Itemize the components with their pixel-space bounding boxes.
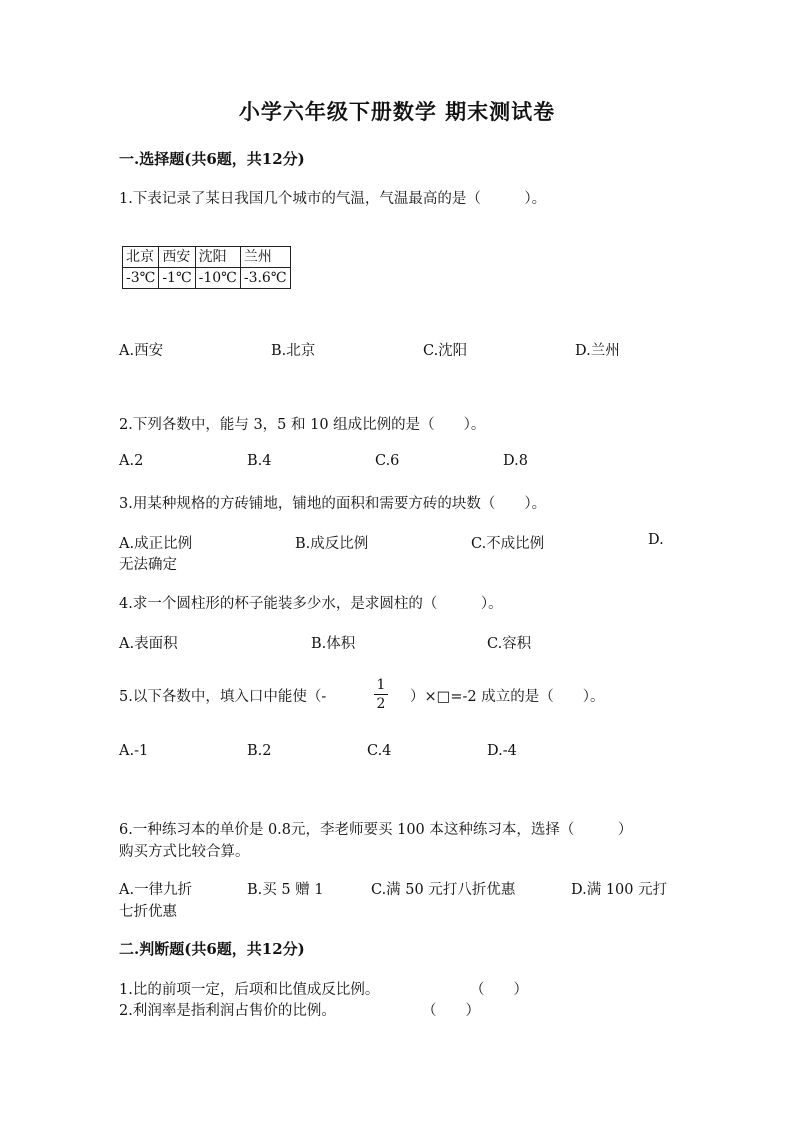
question-1-option-d[interactable]: D.兰州 — [575, 343, 620, 359]
question-5-option-a[interactable]: A.-1 — [119, 743, 149, 759]
question-4-option-b[interactable]: B.体积 — [311, 636, 356, 652]
table-cell: 兰州 — [240, 247, 290, 268]
question-6-stem-line2: 购买方式比较合算。 — [119, 844, 250, 860]
question-6-option-b[interactable]: B.买 5 赠 1 — [247, 882, 324, 898]
fraction-numerator: 1 — [376, 677, 386, 693]
table-cell: 北京 — [123, 247, 159, 268]
question-2-option-b[interactable]: B.4 — [247, 453, 272, 469]
table-cell: -1℃ — [159, 268, 195, 289]
question-4-stem: 4.求一个圆柱形的杯子能装多少水，是求圆柱的（ ）。 — [119, 596, 503, 612]
table-row-cities — [123, 247, 291, 268]
question-3-stem: 3.用某种规格的方砖铺地，铺地的面积和需要方砖的块数（ ）。 — [119, 496, 547, 512]
question-6-option-a[interactable]: A.一律九折 — [119, 882, 193, 898]
judge-1-text: 1.比的前项一定，后项和比值成反比例。 — [119, 982, 380, 998]
question-5-option-b[interactable]: B.2 — [247, 743, 272, 759]
question-6-option-d-continued: 七折优惠 — [119, 904, 177, 920]
question-1-stem: 1.下表记录了某日我国几个城市的气温，气温最高的是（ ）。 — [119, 191, 547, 207]
fraction-denominator: 2 — [376, 696, 386, 712]
table-cell: -3℃ — [123, 268, 159, 289]
page-title: 小学六年级下册数学 期末测试卷 — [238, 99, 556, 124]
temperature-table — [122, 246, 291, 289]
table-cell: -3.6℃ — [240, 268, 290, 289]
question-5-option-d[interactable]: D.-4 — [487, 743, 517, 759]
table-cell: -10℃ — [195, 268, 240, 289]
question-4-option-a[interactable]: A.表面积 — [119, 636, 178, 652]
question-2-option-a[interactable]: A.2 — [119, 453, 144, 469]
table-cell: 西安 — [159, 247, 195, 268]
question-6-option-d[interactable]: D.满 100 元打 — [571, 882, 668, 898]
question-5-option-c[interactable]: C.4 — [367, 743, 392, 759]
question-6-option-c[interactable]: C.满 50 元打八折优惠 — [371, 882, 516, 898]
question-1-option-c[interactable]: C.沈阳 — [423, 343, 468, 359]
question-3-option-b[interactable]: B.成反比例 — [295, 536, 369, 552]
question-1-option-a[interactable]: A.西安 — [119, 343, 164, 359]
fraction-bar — [374, 694, 388, 695]
question-6-stem-line1: 6.一种练习本的单价是 0.8元，李老师要买 100 本这种练习本，选择（ ） — [119, 822, 633, 838]
question-3-option-a[interactable]: A.成正比例 — [119, 536, 193, 552]
judge-2-text: 2.利润率是指利润占售价的比例。 — [119, 1003, 336, 1019]
question-3-option-d-continued: 无法确定 — [119, 557, 177, 573]
question-3-option-c[interactable]: C.不成比例 — [471, 536, 545, 552]
question-5-stem-start: 5.以下各数中，填入口中能使（- — [119, 689, 327, 705]
judge-1-blank[interactable]: （ ） — [470, 982, 528, 998]
question-4-option-c[interactable]: C.容积 — [487, 636, 532, 652]
judge-2-blank[interactable]: （ ） — [422, 1003, 480, 1019]
section-heading-choice: 一.选择题(共6题，共12分) — [119, 150, 305, 168]
section-heading-judge: 二.判断题(共6题，共12分) — [119, 940, 305, 958]
question-2-stem: 2.下列各数中，能与 3，5 和 10 组成比例的是（ ）。 — [119, 417, 486, 433]
question-3-option-d[interactable]: D. — [648, 532, 664, 548]
fraction-one-half — [374, 677, 388, 712]
question-5-stem-end: ）×□=-2 成立的是（ ）。 — [410, 689, 605, 705]
question-2-option-c[interactable]: C.6 — [375, 453, 400, 469]
table-row-temperatures — [123, 268, 291, 289]
question-1-option-b[interactable]: B.北京 — [271, 343, 316, 359]
question-2-option-d[interactable]: D.8 — [503, 453, 528, 469]
table-cell: 沈阳 — [195, 247, 240, 268]
